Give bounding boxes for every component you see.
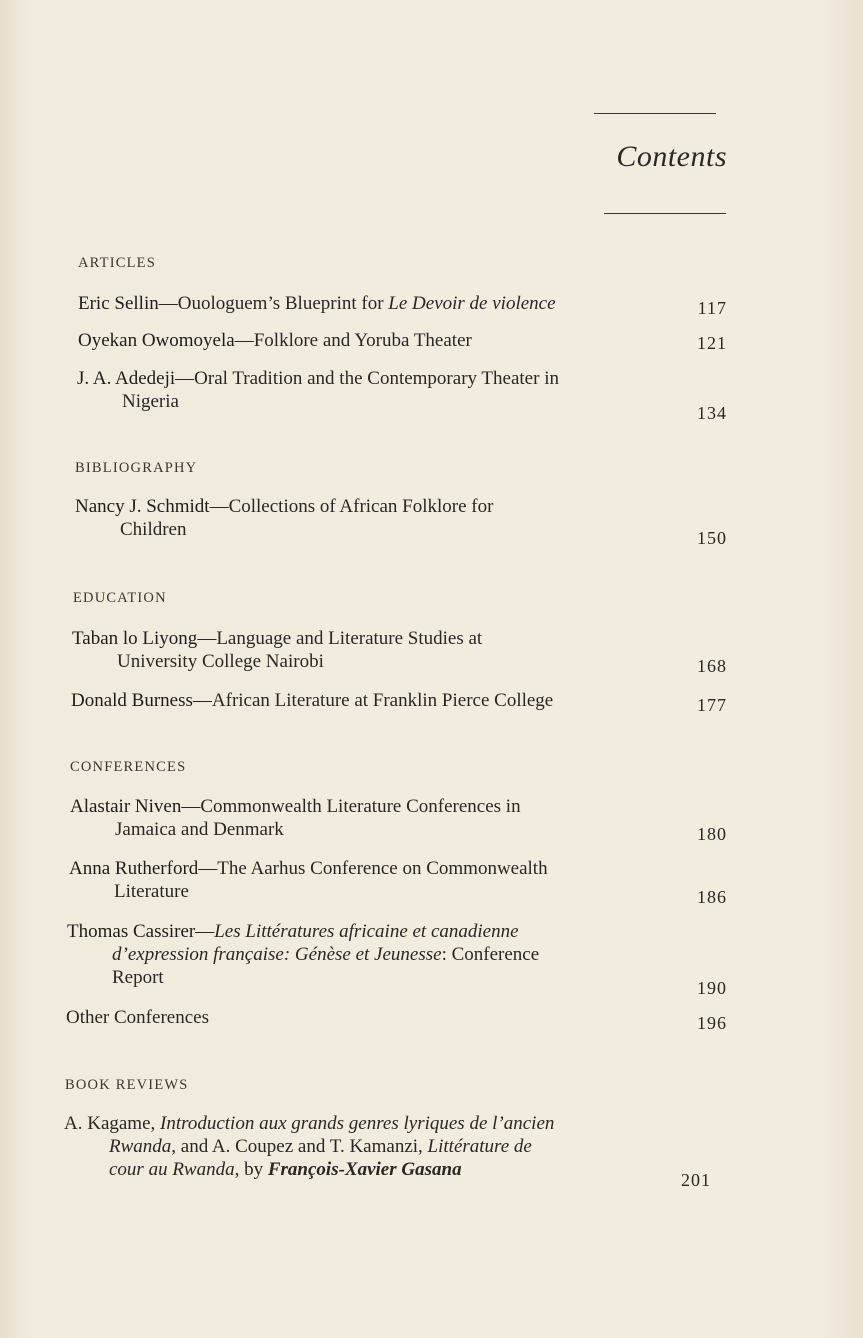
entry-title: —African Literature at Franklin Pierce College <box>192 690 554 711</box>
entry-title-italic-continued: d’expression française: Génèse et Jeunesse <box>112 944 442 965</box>
entry-author: Nancy J. Schmidt <box>75 496 210 517</box>
page-number: 117 <box>697 298 727 318</box>
entry-title-continued: Children <box>120 519 187 540</box>
page-number: 177 <box>697 695 727 715</box>
toc-entry-niven[interactable] <box>70 795 521 841</box>
review-text: and A. Coupez and T. Kamanzi, <box>176 1136 428 1157</box>
entry-title-continued: Jamaica and Denmark <box>115 819 284 840</box>
review-title-italic: Introduction aux grands genres lyriques de l’ancien <box>160 1113 555 1134</box>
page-number: 180 <box>697 824 727 844</box>
entry-author: Anna Rutherford <box>69 858 199 879</box>
review-title-italic: Littérature de <box>427 1136 532 1157</box>
entry-title-continued: Report <box>112 967 164 988</box>
entry-author: Alastair Niven <box>70 796 182 817</box>
page-number: 186 <box>697 887 727 907</box>
page-number: 201 <box>681 1170 711 1190</box>
entry-title: —Language and Literature Studies at <box>197 628 483 649</box>
title-bottom-rule <box>604 213 726 214</box>
section-conferences: CONFERENCES <box>70 759 187 775</box>
entry-title: —The Aarhus Conference on Commonwealth <box>198 858 548 879</box>
toc-entry-cassirer[interactable] <box>67 920 539 989</box>
toc-entry-burness[interactable] <box>71 689 553 712</box>
reviewer-name: François-Xavier Gasana <box>267 1159 462 1180</box>
review-title-italic: cour au Rwanda, <box>109 1159 240 1180</box>
toc-entry-liyong[interactable] <box>72 627 482 673</box>
toc-entry-schmidt[interactable] <box>75 495 493 541</box>
section-education: EDUCATION <box>73 590 167 606</box>
title-top-rule <box>594 113 716 114</box>
page-title: Contents <box>616 140 727 173</box>
entry-author: Oyekan Owomoyela <box>78 330 235 351</box>
entry-title: —Folklore and Yoruba Theater <box>234 330 472 351</box>
entry-title-continued: Literature <box>114 881 189 902</box>
review-text: by <box>239 1159 268 1180</box>
entry-title-continued: University College Nairobi <box>117 651 324 672</box>
entry-title: —Commonwealth Literature Conferences in <box>181 796 521 817</box>
entry-author: Donald Burness <box>71 690 193 711</box>
toc-entry-other-conferences[interactable] <box>66 1006 209 1029</box>
entry-title-italic: Le Devoir de violence <box>388 293 556 314</box>
page-number: 190 <box>697 978 727 998</box>
entry-title: Other Conferences <box>66 1007 209 1028</box>
page-number: 168 <box>697 656 727 676</box>
section-bibliography: BIBLIOGRAPHY <box>75 460 198 476</box>
toc-entry-kagame-review[interactable] <box>64 1112 554 1181</box>
entry-author: Eric Sellin <box>78 293 159 314</box>
page-number: 150 <box>697 528 727 548</box>
page-number: 121 <box>697 333 727 353</box>
toc-entry-owomoyela[interactable] <box>78 329 472 352</box>
review-title-italic: Rwanda, <box>109 1136 177 1157</box>
entry-title-italic: Les Littératures africaine et canadienne <box>214 921 519 942</box>
entry-title-continued: Nigeria <box>122 391 179 412</box>
section-articles: ARTICLES <box>78 255 157 271</box>
toc-entry-adedeji[interactable] <box>77 367 559 413</box>
page-number: 134 <box>697 403 727 423</box>
entry-author: J. A. Adedeji <box>77 368 176 389</box>
entry-title: —Ouologuem’s Blueprint for <box>158 293 389 314</box>
page-number: 196 <box>697 1013 727 1033</box>
entry-author: Taban lo Liyong <box>72 628 198 649</box>
section-book-reviews: BOOK REVIEWS <box>65 1077 189 1093</box>
entry-title: —Oral Tradition and the Contemporary Theater in <box>175 368 559 389</box>
entry-dash: — <box>195 921 215 942</box>
entry-title: —Collections of African Folklore for <box>209 496 494 517</box>
toc-entry-rutherford[interactable] <box>69 857 548 903</box>
entry-author: Thomas Cassirer <box>67 921 196 942</box>
entry-title-suffix: : Conference <box>441 944 540 965</box>
review-text: A. Kagame, <box>64 1113 161 1134</box>
toc-entry-sellin[interactable] <box>78 292 556 315</box>
